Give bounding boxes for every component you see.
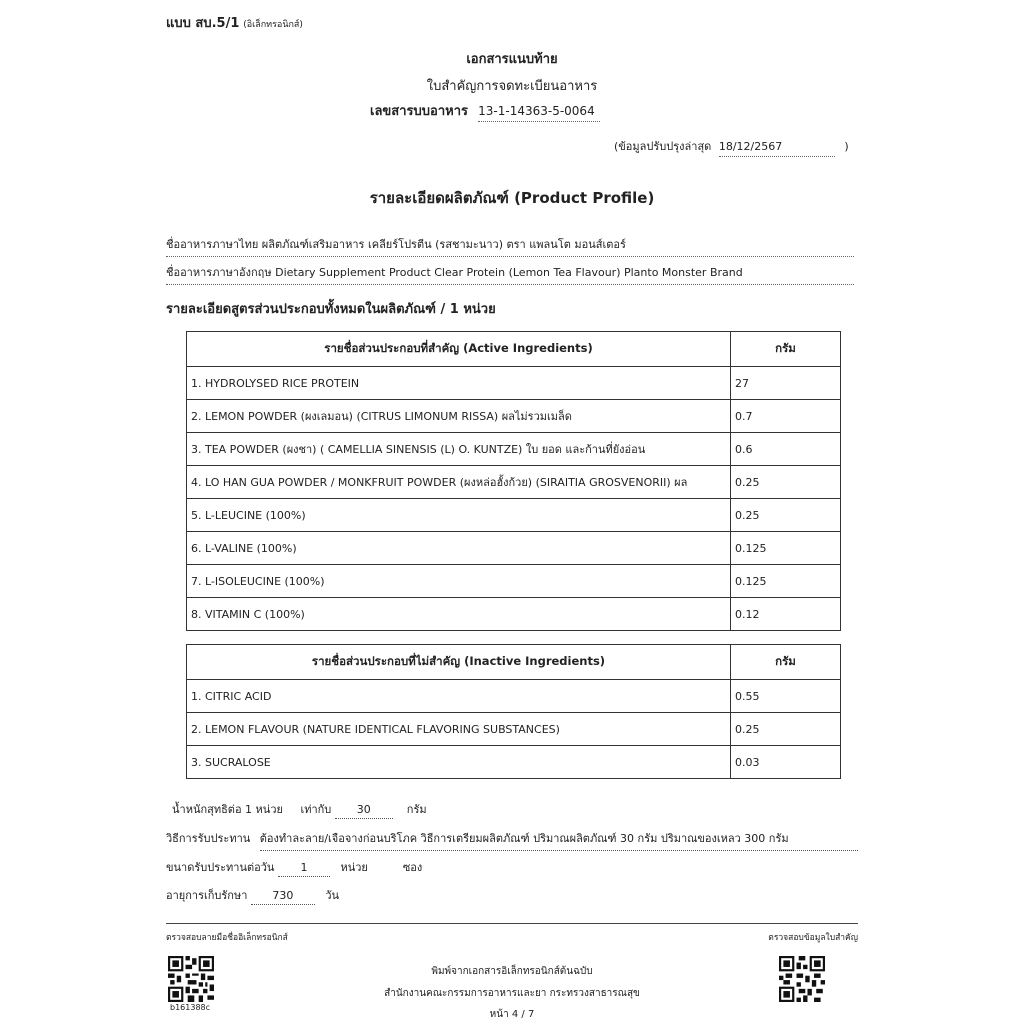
footer-divider bbox=[166, 923, 858, 924]
serving-label: ขนาดรับประทานต่อวัน bbox=[166, 861, 275, 874]
thai-name-label: ชื่ออาหารภาษาไทย bbox=[166, 238, 259, 251]
certificate-check-label: ตรวจสอบข้อมูลใบสำคัญ bbox=[768, 933, 858, 943]
active-unit-header: กรัม bbox=[731, 332, 841, 367]
ingredient-amount: 0.125 bbox=[731, 532, 841, 565]
ingredient-amount: 0.55 bbox=[731, 680, 841, 713]
ingredient-amount: 0.125 bbox=[731, 565, 841, 598]
signature-check-label: ตรวจสอบลายมือชื่ออิเล็กทรอนิกส์ bbox=[166, 933, 288, 943]
inactive-table-body bbox=[187, 680, 841, 779]
form-code bbox=[166, 12, 303, 33]
ingredient-amount: 0.25 bbox=[731, 713, 841, 746]
net-weight-value: 30 bbox=[335, 803, 393, 819]
english-name-value: Dietary Supplement Product Clear Protein (Lemon Tea Flavour) Planto Monster Brand bbox=[275, 266, 743, 279]
shelf-life-label: อายุการเก็บรักษา bbox=[166, 889, 248, 902]
method-line bbox=[166, 829, 858, 851]
equal-label: เท่ากับ bbox=[300, 803, 332, 816]
certificate-title: ใบสำคัญการจดทะเบียนอาหาร bbox=[426, 79, 598, 94]
english-name-label: ชื่ออาหารภาษาอังกฤษ bbox=[166, 266, 272, 279]
table-header-row bbox=[187, 645, 841, 680]
thai-name-value: ผลิตภัณฑ์เสริมอาหาร เคลียร์โปรตีน (รสชามะนาว) ตรา แพลนโต มอนส์เตอร์ bbox=[261, 238, 626, 251]
method-value: ต้องทำละลาย/เจือจางก่อนบริโภค วิธีการเตรียมผลิตภัณฑ์ ปริมาณผลิตภัณฑ์ 30 กรัม ปริมาณของเหลว 300 กรัม bbox=[260, 829, 858, 851]
table-row bbox=[187, 499, 841, 532]
ingredient-name: 8. VITAMIN C (100%) bbox=[187, 598, 731, 631]
registration-label: เลขสารบบอาหาร bbox=[370, 104, 468, 119]
table-row bbox=[187, 713, 841, 746]
ingredient-amount: 0.25 bbox=[731, 499, 841, 532]
method-label: วิธีการรับประทาน bbox=[166, 832, 251, 845]
table-row bbox=[187, 532, 841, 565]
ingredient-name: 2. LEMON FLAVOUR (NATURE IDENTICAL FLAVORING SUBSTANCES) bbox=[187, 713, 731, 746]
print-note: พิมพ์จากเอกสารอิเล็กทรอนิกส์ต้นฉบับ bbox=[431, 966, 593, 977]
ingredient-name: 5. L-LEUCINE (100%) bbox=[187, 499, 731, 532]
active-ingredients-table bbox=[186, 331, 841, 631]
ingredient-amount: 0.12 bbox=[731, 598, 841, 631]
net-weight-label: น้ำหนักสุทธิต่อ 1 หน่วย bbox=[172, 803, 283, 816]
serving-unit: หน่วย bbox=[340, 861, 368, 874]
table-row bbox=[187, 367, 841, 400]
thai-name-line bbox=[166, 235, 854, 257]
ingredient-name: 1. HYDROLYSED RICE PROTEIN bbox=[187, 367, 731, 400]
net-weight-unit: กรัม bbox=[406, 803, 427, 816]
table-row bbox=[187, 466, 841, 499]
table-row bbox=[187, 400, 841, 433]
serving-pack: ซอง bbox=[402, 861, 423, 874]
shelf-life-unit: วัน bbox=[325, 889, 340, 902]
update-label: (ข้อมูลปรับปรุงล่าสุด bbox=[614, 140, 712, 153]
page-number: หน้า 4 / 7 bbox=[489, 1009, 535, 1020]
table-row bbox=[187, 746, 841, 779]
registration-line bbox=[370, 100, 600, 122]
table-row bbox=[187, 565, 841, 598]
ingredient-amount: 0.6 bbox=[731, 433, 841, 466]
form-code-note: (อิเล็กทรอนิกส์) bbox=[243, 20, 303, 30]
document-title: เอกสารแนบท้าย bbox=[466, 52, 558, 67]
ingredient-name: 7. L-ISOLEUCINE (100%) bbox=[187, 565, 731, 598]
table-row bbox=[187, 680, 841, 713]
formula-title: รายละเอียดสูตรส่วนประกอบทั้งหมดในผลิตภัณฑ์ / 1 หน่วย bbox=[166, 302, 496, 317]
ingredient-name: 6. L-VALINE (100%) bbox=[187, 532, 731, 565]
shelf-life-line bbox=[166, 886, 339, 905]
active-header: รายชื่อส่วนประกอบที่สำคัญ (Active Ingredients) bbox=[187, 332, 731, 367]
agency-name: สำนักงานคณะกรรมการอาหารและยา กระทรวงสาธารณสุข bbox=[384, 988, 640, 999]
ingredient-name: 4. LO HAN GUA POWDER / MONKFRUIT POWDER (ผงหล่อฮั้งก้วย) (SIRAITIA GROSVENORII) ผล bbox=[187, 466, 731, 499]
registration-number: 13-1-14363-5-0064 bbox=[478, 104, 600, 122]
ingredient-name: 1. CITRIC ACID bbox=[187, 680, 731, 713]
table-row bbox=[187, 598, 841, 631]
net-weight-line bbox=[172, 800, 427, 819]
table-row bbox=[187, 433, 841, 466]
inactive-unit-header: กรัม bbox=[731, 645, 841, 680]
update-close: ) bbox=[844, 140, 849, 153]
active-table-body bbox=[187, 367, 841, 631]
ingredient-amount: 0.25 bbox=[731, 466, 841, 499]
table-header-row bbox=[187, 332, 841, 367]
ingredient-amount: 0.03 bbox=[731, 746, 841, 779]
ingredient-name: 3. SUCRALOSE bbox=[187, 746, 731, 779]
product-profile-title: รายละเอียดผลิตภัณฑ์ (Product Profile) bbox=[369, 189, 655, 207]
ingredient-name: 3. TEA POWDER (ผงชา) ( CAMELLIA SINENSIS (L) O. KUNTZE) ใบ ยอด และก้านที่ยังอ่อน bbox=[187, 433, 731, 466]
serving-value: 1 bbox=[278, 861, 330, 877]
qr-reference-code: b161388c bbox=[170, 1003, 211, 1012]
shelf-life-value: 730 bbox=[251, 889, 315, 905]
inactive-ingredients-table bbox=[186, 644, 841, 779]
update-date: 18/12/2567 bbox=[719, 140, 835, 157]
ingredient-amount: 0.7 bbox=[731, 400, 841, 433]
serving-line bbox=[166, 858, 422, 877]
inactive-header: รายชื่อส่วนประกอบที่ไม่สำคัญ (Inactive Ingredients) bbox=[187, 645, 731, 680]
ingredient-name: 2. LEMON POWDER (ผงเลมอน) (CITRUS LIMONUM RISSA) ผลไม่รวมเมล็ด bbox=[187, 400, 731, 433]
ingredient-amount: 27 bbox=[731, 367, 841, 400]
update-line bbox=[614, 137, 849, 157]
form-code-label: แบบ สบ.5/1 bbox=[166, 16, 240, 31]
english-name-line bbox=[166, 263, 854, 285]
